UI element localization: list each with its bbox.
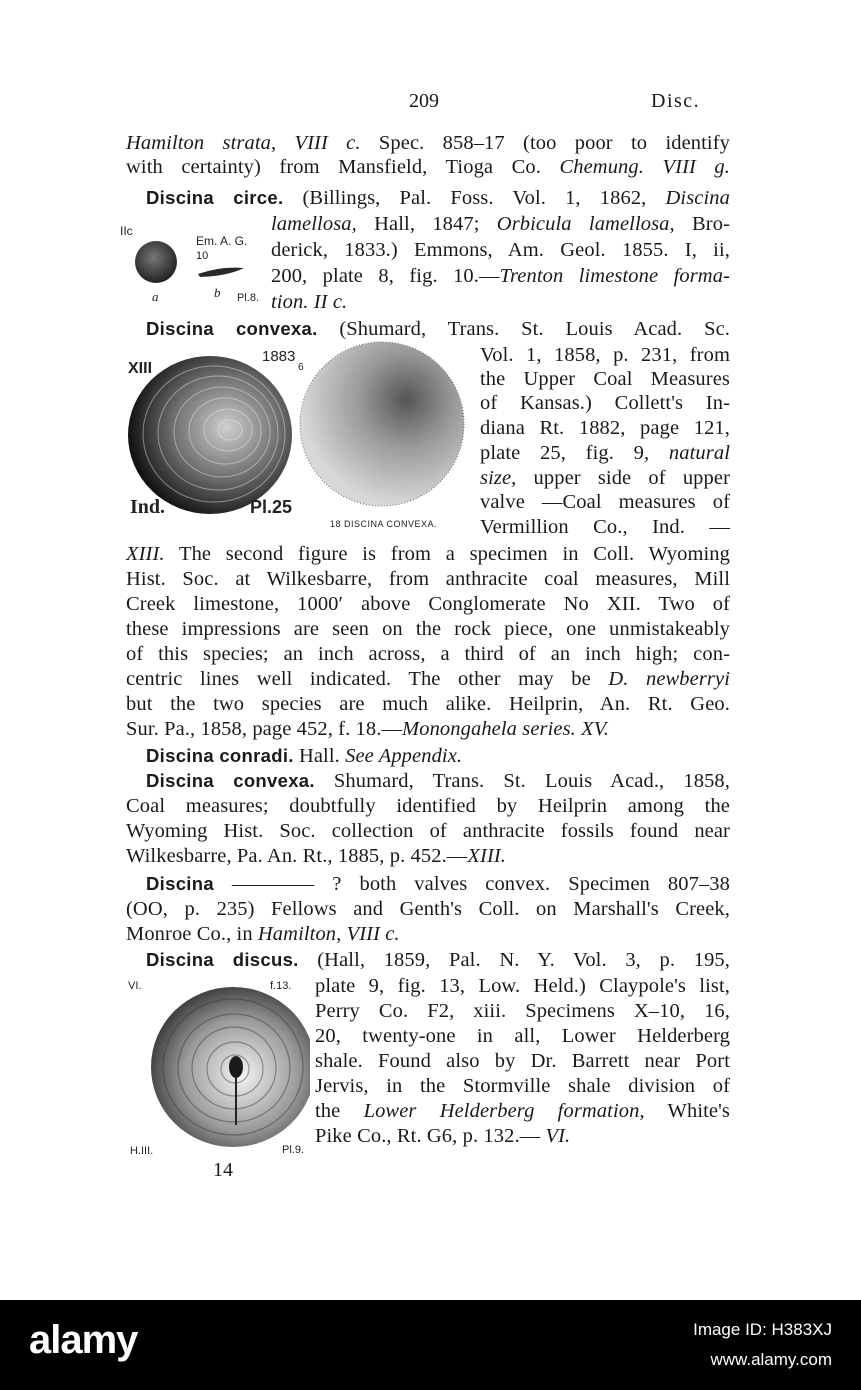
text-span: Vol. 1, 1858, p. 231, from <box>480 344 730 366</box>
text-span: plate 25, fig. 9, <box>480 442 669 464</box>
text-line <box>126 717 609 741</box>
specimen-rock-impression <box>300 342 464 506</box>
text-span: Hall, 1847; <box>356 213 497 235</box>
text-span: upper side of upper <box>516 467 730 489</box>
text-span: Pike Co., Rt. G6, p. 132.— <box>315 1125 546 1147</box>
text-line <box>315 1124 570 1148</box>
figure-label: Ind. <box>130 496 166 518</box>
figure-caption: 18 DISCINA CONVEXA. <box>330 519 438 529</box>
figure-label: b <box>214 285 221 300</box>
figure-label: 10 <box>196 250 209 262</box>
figure-label: Em. A. G. <box>196 234 248 248</box>
text-span: the Upper Coal Measures <box>480 368 730 390</box>
text-span: Hamilton strata, VIII c. <box>126 132 361 154</box>
text-span: centric lines well indicated. The other may be <box>126 668 609 690</box>
text-line <box>315 1074 730 1098</box>
text-span: ———— ? both valves convex. Specimen 807–38 <box>213 873 730 895</box>
text-span: Hall. <box>293 745 346 767</box>
text-span: Wyoming Hist. Soc. collection of anthracite fossils found near <box>126 820 730 842</box>
text-line <box>480 441 730 465</box>
page-number: 209 <box>409 90 439 112</box>
text-span: Jervis, in the Stormville shale division of <box>315 1075 730 1097</box>
text-span: natural <box>668 442 730 464</box>
entry-discina-conradi <box>146 744 462 768</box>
text-span: tion. II c. <box>271 291 348 313</box>
text-line <box>126 667 730 691</box>
text-line <box>480 490 730 514</box>
text-span: valve —Coal measures of <box>480 491 730 513</box>
text-span: D. newberryi <box>608 668 730 690</box>
text-span: (Shumard, Trans. St. Louis Acad. Sc. <box>317 318 731 340</box>
text-span: Coal measures; doubtfully identified by Heilprin among the <box>126 795 730 817</box>
running-head: Disc. <box>651 90 701 112</box>
entry-discina-convexa <box>146 317 730 341</box>
text-span: diana Rt. 1882, page 121, <box>480 417 730 439</box>
text-line <box>480 515 730 539</box>
text-line <box>126 642 730 666</box>
entry-discina-circe <box>146 186 730 210</box>
text-line <box>126 131 730 155</box>
text-span: derick, 1833.) Emmons, Am. Geol. 1855. I, ii, <box>271 239 730 261</box>
signature-mark: 14 <box>213 1159 233 1181</box>
text-line <box>480 367 730 391</box>
text-line <box>480 416 730 440</box>
text-span: shale. Found also by Dr. Barrett near Port <box>315 1050 730 1072</box>
text-span <box>644 156 663 178</box>
text-line <box>315 1049 730 1073</box>
text-line <box>315 974 730 998</box>
text-line <box>126 794 730 818</box>
text-span: the <box>315 1100 364 1122</box>
text-span: (OO, p. 235) Fellows and Genth's Coll. on Marshall's Creek, <box>126 898 730 920</box>
text-span: 20, twenty-one in all, Lower Helderberg <box>315 1025 730 1047</box>
text-span: VI. <box>545 1125 571 1147</box>
entry-discina-discus <box>146 948 730 972</box>
text-span: but the two species are much alike. Heilprin, An. Rt. Geo. <box>126 693 730 715</box>
text-span: these impressions are seen on the rock piece, one unmistakeably <box>126 618 730 640</box>
text-span: See Appendix. <box>345 745 463 767</box>
text-span: Shumard, Trans. St. Louis Acad., 1858, <box>314 770 730 792</box>
text-span: (Billings, Pal. Foss. Vol. 1, 1862, <box>283 187 666 209</box>
text-span: Chemung. <box>559 156 644 178</box>
text-line <box>126 592 730 616</box>
text-span: Spec. 858–17 (too poor to identify <box>360 132 731 154</box>
text-span: lamellosa, <box>271 213 357 235</box>
figure-label: 6 <box>298 362 304 373</box>
stock-image-info <box>693 1315 832 1375</box>
text-span: XIII. <box>467 845 507 867</box>
text-span: (Hall, 1859, Pal. N. Y. Vol. 3, p. 195, <box>298 949 730 971</box>
figure-label: H.III. <box>130 1145 154 1157</box>
text-span: Wilkesbarre, Pa. An. Rt., 1885, p. 452.— <box>126 845 468 867</box>
text-span: of this species; an inch across, a third of an inch high; con- <box>126 643 730 665</box>
figure-label: f.13. <box>270 980 292 992</box>
text-span: Perry Co. F2, xiii. Specimens X–10, 16, <box>315 1000 730 1022</box>
species-name: Discina convexa. <box>146 318 318 339</box>
shell-apex <box>229 1056 243 1078</box>
image-id: Image ID: H383XJ <box>693 1320 832 1339</box>
text-line <box>315 1099 730 1123</box>
stock-url: www.alamy.com <box>710 1350 832 1369</box>
text-line <box>480 466 730 490</box>
text-span: Creek limestone, 1000′ above Conglomerate No XII. Two of <box>126 593 730 615</box>
figure-label: XIII <box>128 360 153 377</box>
text-span: Vermillion Co., Ind. — <box>480 516 730 538</box>
text-span: Discina <box>665 187 730 209</box>
text-span: Monroe Co., in <box>126 923 258 945</box>
text-span: Hamilton, VIII c. <box>257 923 400 945</box>
species-name: Discina convexa. <box>146 770 315 791</box>
text-span: of Kansas.) Collett's In- <box>480 392 730 414</box>
text-span: The second figure is from a specimen in Coll. Wyoming <box>164 543 730 565</box>
text-span: White's <box>644 1100 730 1122</box>
text-line <box>126 567 730 591</box>
text-line <box>315 1024 730 1048</box>
text-line <box>480 391 730 415</box>
text-span: Orbicula lamellosa, <box>496 213 675 235</box>
text-span: Sur. Pa., 1858, page 452, f. 18.— <box>126 718 403 740</box>
figure-discina-discus <box>125 975 310 1165</box>
species-name: Discina conradi. <box>146 745 294 766</box>
shell-profile-b <box>198 268 244 277</box>
figure-label: VI. <box>128 980 142 992</box>
text-span: Lower Helderberg formation, <box>363 1100 645 1122</box>
text-span: VIII g. <box>662 156 730 178</box>
text-line <box>126 922 400 946</box>
specimen-ringed-shell <box>128 356 292 514</box>
figure-label: Pl.9. <box>282 1144 305 1156</box>
species-name: Discina circe. <box>146 187 284 208</box>
text-line <box>271 290 347 314</box>
shell-valve-a <box>135 241 177 283</box>
figure-label: Pl.8. <box>237 292 260 304</box>
text-line <box>126 155 730 179</box>
text-span: Hist. Soc. at Wilkesbarre, from anthracite coal measures, Mill <box>126 568 730 590</box>
text-line <box>271 264 730 288</box>
text-line <box>126 819 730 843</box>
text-span: XIII. <box>126 543 165 565</box>
text-line <box>126 692 730 716</box>
text-span: Trenton limestone forma- <box>499 265 730 287</box>
species-name: Discina <box>146 873 214 894</box>
text-span: size, <box>480 467 517 489</box>
text-line <box>480 343 730 367</box>
text-line <box>126 617 730 641</box>
stock-watermark-logo: alamy <box>29 1318 138 1362</box>
text-line <box>126 844 506 868</box>
text-line <box>126 542 730 566</box>
text-span: plate 9, fig. 13, Low. Held.) Claypole's list, <box>315 975 730 997</box>
text-span: 200, plate 8, fig. 10.— <box>271 265 500 287</box>
text-line <box>271 238 730 262</box>
text-line <box>271 212 730 236</box>
text-span: with certainty) from Mansfield, Tioga Co. <box>126 156 560 178</box>
figure-label: a <box>152 289 159 304</box>
entry-discina-unnamed <box>146 872 730 896</box>
text-span: Monongahela series. XV. <box>402 718 609 740</box>
species-name: Discina discus. <box>146 949 299 970</box>
entry-discina-convexa-2 <box>146 769 730 793</box>
figure-label: Pl.25 <box>250 497 293 517</box>
figure-label: 1883 <box>262 348 296 365</box>
text-line <box>126 897 730 921</box>
figure-label: IIc <box>120 224 133 238</box>
text-span: Bro- <box>674 213 731 235</box>
text-line <box>315 999 730 1023</box>
